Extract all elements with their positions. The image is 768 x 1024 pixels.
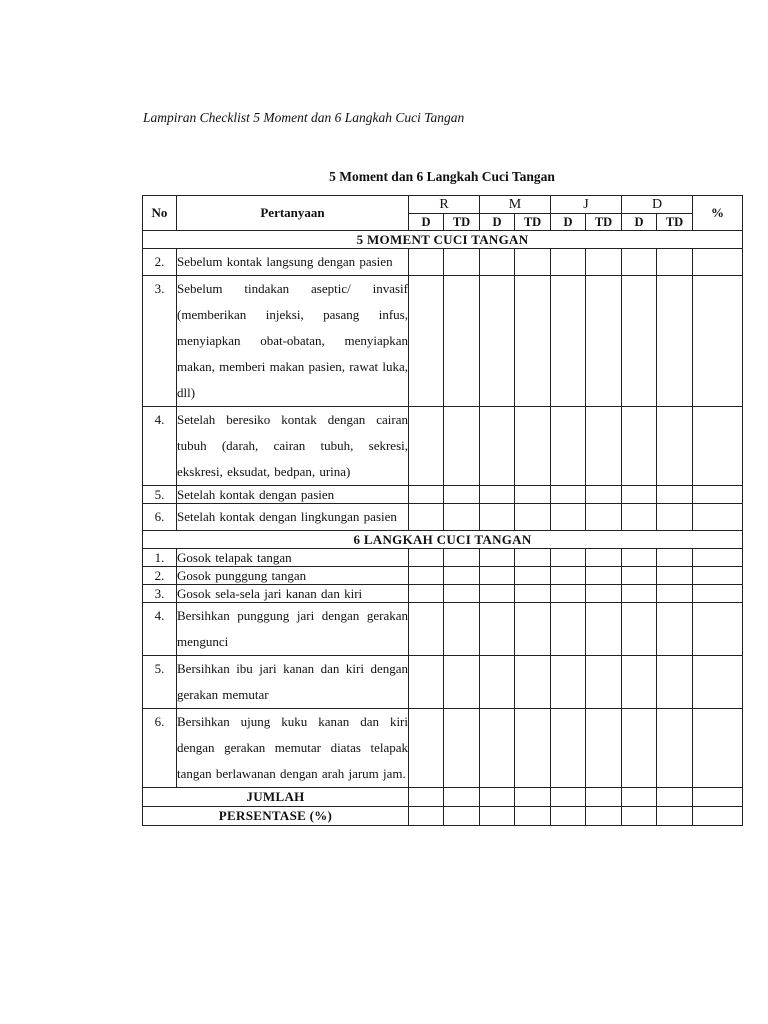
percent-cell[interactable] xyxy=(693,486,743,504)
percent-cell[interactable] xyxy=(693,788,743,807)
check-cell[interactable] xyxy=(551,585,586,603)
check-cell[interactable] xyxy=(515,549,551,567)
header-group-j: J xyxy=(551,196,622,214)
check-cell[interactable] xyxy=(515,603,551,656)
check-cell[interactable] xyxy=(409,276,444,407)
row-question: Gosok telapak tangan xyxy=(177,549,409,567)
check-cell[interactable] xyxy=(586,249,622,276)
row-number: 6. xyxy=(143,709,177,788)
check-cell[interactable] xyxy=(444,504,480,531)
check-cell[interactable] xyxy=(586,807,622,826)
table-row xyxy=(143,656,743,709)
check-cell[interactable] xyxy=(551,276,586,407)
check-cell[interactable] xyxy=(480,788,515,807)
check-cell[interactable] xyxy=(515,709,551,788)
check-cell[interactable] xyxy=(657,788,693,807)
row-question: Sebelum kontak langsung dengan pasien xyxy=(177,249,409,276)
table-row xyxy=(143,276,743,407)
check-cell[interactable] xyxy=(622,276,657,407)
check-cell[interactable] xyxy=(657,807,693,826)
percent-cell[interactable] xyxy=(693,567,743,585)
check-cell[interactable] xyxy=(515,788,551,807)
check-cell[interactable] xyxy=(515,656,551,709)
check-cell[interactable] xyxy=(444,788,480,807)
percentage-row xyxy=(143,807,743,826)
check-cell[interactable] xyxy=(551,603,586,656)
check-cell[interactable] xyxy=(444,656,480,709)
check-cell[interactable] xyxy=(657,709,693,788)
check-cell[interactable] xyxy=(480,656,515,709)
check-cell[interactable] xyxy=(551,407,586,486)
row-number: 1. xyxy=(143,549,177,567)
check-cell[interactable] xyxy=(515,407,551,486)
check-cell[interactable] xyxy=(480,276,515,407)
check-cell[interactable] xyxy=(480,504,515,531)
percent-cell[interactable] xyxy=(693,276,743,407)
section-title: 5 MOMENT CUCI TANGAN xyxy=(143,231,743,249)
row-number: 5. xyxy=(143,486,177,504)
check-cell[interactable] xyxy=(622,788,657,807)
header-sub-td: TD xyxy=(444,214,480,231)
check-cell[interactable] xyxy=(657,276,693,407)
header-sub-td: TD xyxy=(515,214,551,231)
check-cell[interactable] xyxy=(622,585,657,603)
check-cell[interactable] xyxy=(622,486,657,504)
check-cell[interactable] xyxy=(444,567,480,585)
check-cell[interactable] xyxy=(586,567,622,585)
percent-cell[interactable] xyxy=(693,656,743,709)
header-sub-td: TD xyxy=(586,214,622,231)
check-cell[interactable] xyxy=(551,486,586,504)
check-cell[interactable] xyxy=(480,709,515,788)
header-question: Pertanyaan xyxy=(177,196,409,231)
row-question: Bersihkan punggung jari dengan gerakan mengunci xyxy=(177,603,409,656)
check-cell[interactable] xyxy=(586,709,622,788)
check-cell[interactable] xyxy=(480,603,515,656)
percentage-label: PERSENTASE (%) xyxy=(143,807,409,826)
row-question: Bersihkan ujung kuku kanan dan kiri dengan gerakan memutar diatas telapak tangan berlawanan dengan arah jarum jam. xyxy=(177,709,409,788)
table-row xyxy=(143,709,743,788)
row-number: 3. xyxy=(143,276,177,407)
check-cell[interactable] xyxy=(409,549,444,567)
check-cell[interactable] xyxy=(586,788,622,807)
percent-cell[interactable] xyxy=(693,603,743,656)
percent-cell[interactable] xyxy=(693,585,743,603)
percent-cell[interactable] xyxy=(693,709,743,788)
header-group-r: R xyxy=(409,196,480,214)
header-no: No xyxy=(143,196,177,231)
check-cell[interactable] xyxy=(480,249,515,276)
percent-cell[interactable] xyxy=(693,549,743,567)
check-cell[interactable] xyxy=(409,504,444,531)
row-question: Gosok punggung tangan xyxy=(177,567,409,585)
check-cell[interactable] xyxy=(515,486,551,504)
check-cell[interactable] xyxy=(622,504,657,531)
checklist-body xyxy=(143,231,743,826)
check-cell[interactable] xyxy=(409,407,444,486)
table-row xyxy=(143,603,743,656)
percent-cell[interactable] xyxy=(693,504,743,531)
check-cell[interactable] xyxy=(586,549,622,567)
row-number: 6. xyxy=(143,504,177,531)
header-row-top xyxy=(143,196,743,214)
check-cell[interactable] xyxy=(409,585,444,603)
check-cell[interactable] xyxy=(409,807,444,826)
header-percent: % xyxy=(693,196,743,231)
total-label: JUMLAH xyxy=(143,788,409,807)
header-group-m: M xyxy=(480,196,551,214)
header-sub-d: D xyxy=(622,214,657,231)
check-cell[interactable] xyxy=(444,549,480,567)
row-question: Sebelum tindakan aseptic/ invasif (memberikan injeksi, pasang infus, menyiapkan obat-obatan, menyiapkan makan, memberi makan pasien, rawat luka, dll) xyxy=(177,276,409,407)
check-cell[interactable] xyxy=(622,709,657,788)
header-sub-d: D xyxy=(480,214,515,231)
check-cell[interactable] xyxy=(515,585,551,603)
check-cell[interactable] xyxy=(444,407,480,486)
check-cell[interactable] xyxy=(409,603,444,656)
check-cell[interactable] xyxy=(409,788,444,807)
section-header-row xyxy=(143,231,743,249)
check-cell[interactable] xyxy=(551,709,586,788)
check-cell[interactable] xyxy=(551,567,586,585)
check-cell[interactable] xyxy=(622,656,657,709)
check-cell[interactable] xyxy=(515,807,551,826)
check-cell[interactable] xyxy=(657,656,693,709)
check-cell[interactable] xyxy=(657,549,693,567)
check-cell[interactable] xyxy=(657,603,693,656)
row-number: 2. xyxy=(143,249,177,276)
row-number: 4. xyxy=(143,603,177,656)
check-cell[interactable] xyxy=(409,567,444,585)
check-cell[interactable] xyxy=(444,585,480,603)
check-cell[interactable] xyxy=(622,549,657,567)
section-header-row xyxy=(143,531,743,549)
check-cell[interactable] xyxy=(657,486,693,504)
check-cell[interactable] xyxy=(480,585,515,603)
document-title: 5 Moment dan 6 Langkah Cuci Tangan xyxy=(329,169,555,184)
check-cell[interactable] xyxy=(622,567,657,585)
check-cell[interactable] xyxy=(586,656,622,709)
check-cell[interactable] xyxy=(409,656,444,709)
row-number: 5. xyxy=(143,656,177,709)
check-cell[interactable] xyxy=(586,585,622,603)
check-cell[interactable] xyxy=(586,504,622,531)
table-row xyxy=(143,504,743,531)
table-row xyxy=(143,567,743,585)
table-row xyxy=(143,407,743,486)
check-cell[interactable] xyxy=(480,807,515,826)
check-cell[interactable] xyxy=(551,249,586,276)
check-cell[interactable] xyxy=(444,276,480,407)
table-row xyxy=(143,249,743,276)
percent-cell[interactable] xyxy=(693,807,743,826)
check-cell[interactable] xyxy=(480,567,515,585)
table-row xyxy=(143,486,743,504)
check-cell[interactable] xyxy=(515,249,551,276)
check-cell[interactable] xyxy=(444,603,480,656)
check-cell[interactable] xyxy=(551,656,586,709)
check-cell[interactable] xyxy=(586,407,622,486)
row-number: 3. xyxy=(143,585,177,603)
check-cell[interactable] xyxy=(551,788,586,807)
row-question: Setelah beresiko kontak dengan cairan tubuh (darah, cairan tubuh, sekresi, ekskresi, eksudat, bedpan, urina) xyxy=(177,407,409,486)
check-cell[interactable] xyxy=(586,486,622,504)
check-cell[interactable] xyxy=(409,249,444,276)
row-number: 2. xyxy=(143,567,177,585)
check-cell[interactable] xyxy=(622,807,657,826)
row-question: Setelah kontak dengan pasien xyxy=(177,486,409,504)
table-row xyxy=(143,585,743,603)
check-cell[interactable] xyxy=(409,486,444,504)
check-cell[interactable] xyxy=(515,276,551,407)
check-cell[interactable] xyxy=(657,504,693,531)
check-cell[interactable] xyxy=(515,567,551,585)
check-cell[interactable] xyxy=(657,249,693,276)
check-cell[interactable] xyxy=(657,407,693,486)
header-sub-d: D xyxy=(409,214,444,231)
row-question: Bersihkan ibu jari kanan dan kiri dengan gerakan memutar xyxy=(177,656,409,709)
check-cell[interactable] xyxy=(409,709,444,788)
checklist-table xyxy=(142,195,743,826)
check-cell[interactable] xyxy=(444,486,480,504)
check-cell[interactable] xyxy=(586,603,622,656)
header-sub-d: D xyxy=(551,214,586,231)
table-row xyxy=(143,549,743,567)
check-cell[interactable] xyxy=(444,807,480,826)
check-cell[interactable] xyxy=(515,504,551,531)
header-group-d: D xyxy=(622,196,693,214)
check-cell[interactable] xyxy=(480,407,515,486)
check-cell[interactable] xyxy=(551,807,586,826)
document-caption: Lampiran Checklist 5 Moment dan 6 Langkah Cuci Tangan xyxy=(143,110,465,125)
check-cell[interactable] xyxy=(551,504,586,531)
check-cell[interactable] xyxy=(444,709,480,788)
section-title: 6 LANGKAH CUCI TANGAN xyxy=(143,531,743,549)
check-cell[interactable] xyxy=(657,567,693,585)
check-cell[interactable] xyxy=(657,585,693,603)
percent-cell[interactable] xyxy=(693,249,743,276)
check-cell[interactable] xyxy=(622,603,657,656)
check-cell[interactable] xyxy=(444,249,480,276)
row-number: 4. xyxy=(143,407,177,486)
check-cell[interactable] xyxy=(551,549,586,567)
check-cell[interactable] xyxy=(622,249,657,276)
percent-cell[interactable] xyxy=(693,407,743,486)
check-cell[interactable] xyxy=(622,407,657,486)
check-cell[interactable] xyxy=(586,276,622,407)
row-question: Gosok sela-sela jari kanan dan kiri xyxy=(177,585,409,603)
header-sub-td: TD xyxy=(657,214,693,231)
total-row xyxy=(143,788,743,807)
row-question: Setelah kontak dengan lingkungan pasien xyxy=(177,504,409,531)
check-cell[interactable] xyxy=(480,549,515,567)
check-cell[interactable] xyxy=(480,486,515,504)
